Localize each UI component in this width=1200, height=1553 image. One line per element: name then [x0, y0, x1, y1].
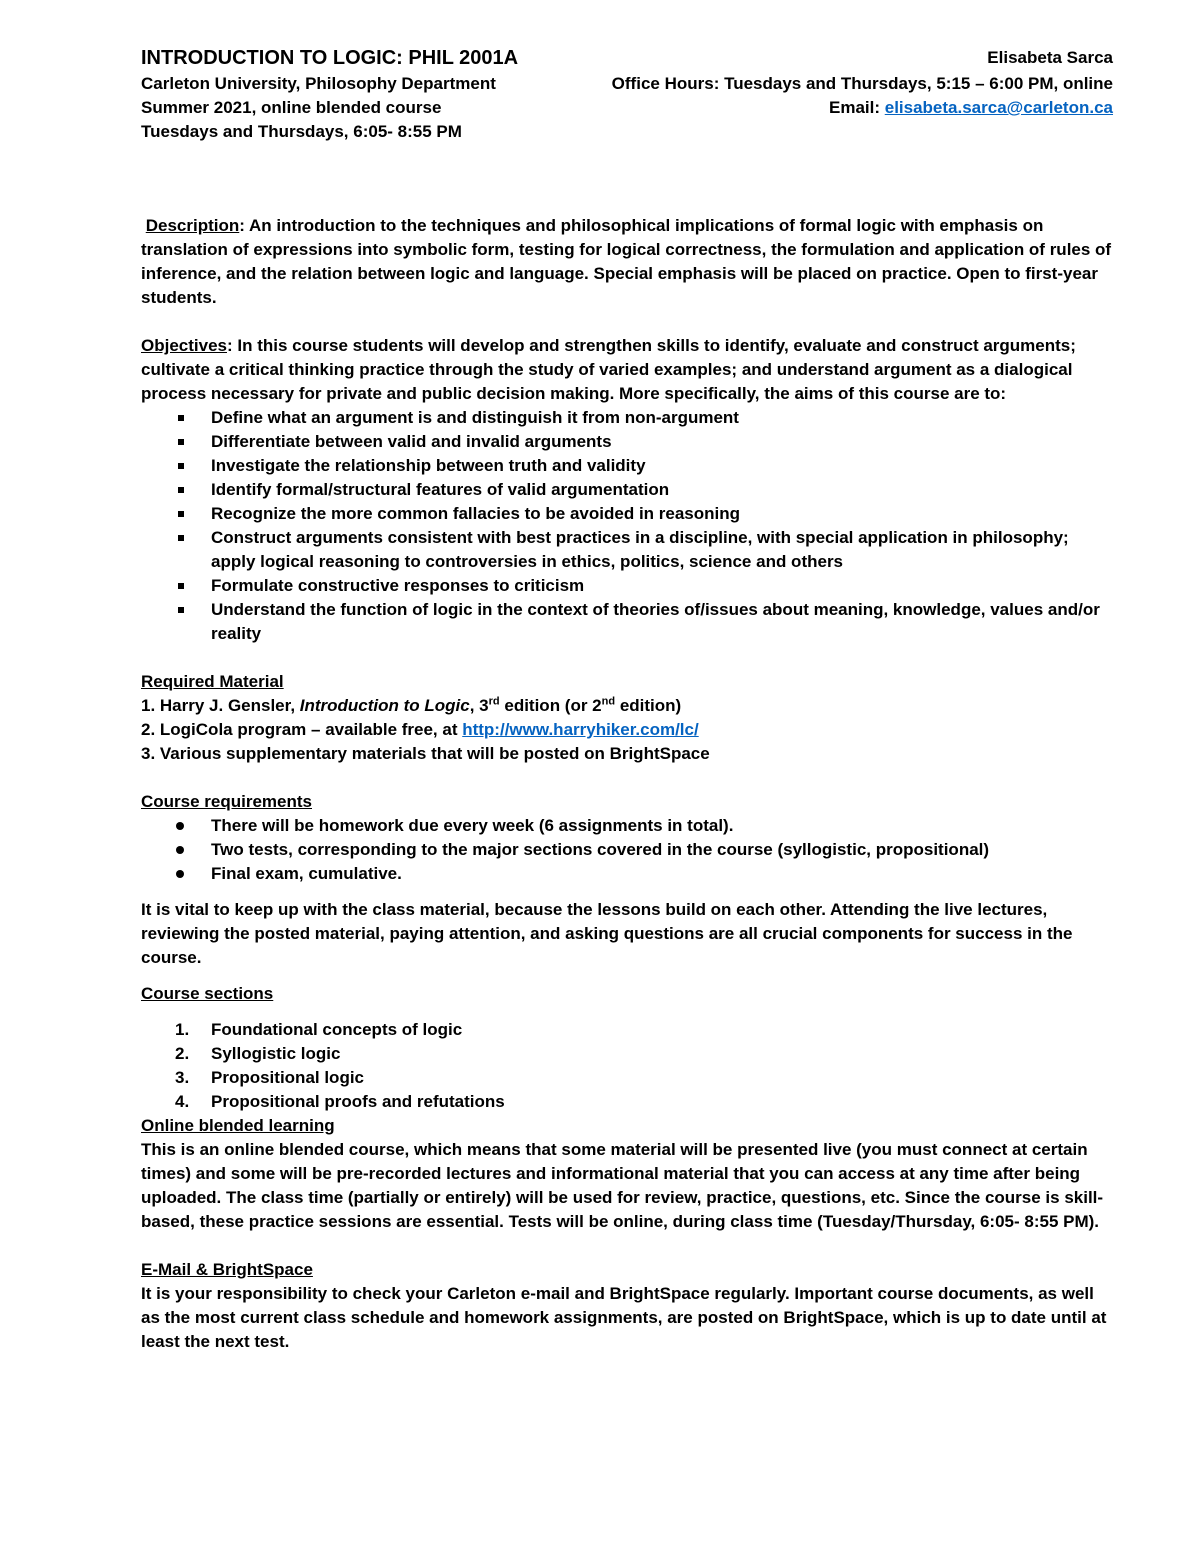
- list-item: Understand the function of logic in the context of theories of/issues about meaning, knowledge, values and/or reality: [141, 598, 1113, 646]
- email-brightspace-text: It is your responsibility to check your Carleton e-mail and BrightSpace regularly. Important course documents, as well as the most current class schedule and homework assignments, are posted on BrightSpace, which is up to date until at least the next test.: [141, 1284, 1107, 1351]
- list-item: 2. Syllogistic logic: [175, 1044, 341, 1063]
- list-item: 4. Propositional proofs and refutations: [175, 1092, 505, 1111]
- schedule-line: Tuesdays and Thursdays, 6:05- 8:55 PM: [141, 122, 462, 141]
- bullet-dot-icon: [176, 846, 184, 854]
- list-item: Construct arguments consistent with best practices in a discipline, with special application in philosophy; apply logical reasoning to controversies in ethics, politics, science and others: [141, 526, 1113, 574]
- objectives-list: [141, 406, 1113, 646]
- description-paragraph: [141, 214, 1113, 310]
- syllabus-page: [141, 44, 1113, 1354]
- logicola-link[interactable]: http://www.harryhiker.com/lc/: [462, 720, 699, 739]
- list-item: Formulate constructive responses to criticism: [141, 574, 1113, 598]
- university-line: Carleton University, Philosophy Department: [141, 74, 496, 93]
- course-title: INTRODUCTION TO LOGIC: PHIL 2001A: [141, 47, 519, 69]
- bullet-square-icon: [178, 439, 184, 445]
- bullet-square-icon: [178, 607, 184, 613]
- bullet-dot-icon: [176, 870, 184, 878]
- bullet-square-icon: [178, 511, 184, 517]
- requirements-note: It is vital to keep up with the class material, because the lessons build on each other. Attending the live lectures, reviewing the posted material, paying attention, and asking questions are all crucial components for success in the course.: [141, 900, 1073, 967]
- instructor-info: [612, 44, 1113, 120]
- course-sections-heading: Course sections: [141, 984, 274, 1003]
- textbook-title: Introduction to Logic: [299, 696, 470, 715]
- required-material-heading: Required Material: [141, 672, 284, 691]
- bullet-square-icon: [178, 463, 184, 469]
- course-requirements-heading: Course requirements: [141, 792, 312, 811]
- list-item: There will be homework due every week (6 assignments in total).: [141, 814, 1113, 838]
- requirements-list: [141, 814, 1113, 886]
- email-brightspace-heading: E-Mail & BrightSpace: [141, 1260, 313, 1279]
- list-item: Two tests, corresponding to the major sections covered in the course (syllogistic, propositional): [141, 838, 1113, 862]
- objectives-text: : In this course students will develop and strengthen skills to identify, evaluate and construct arguments; cultivate a critical thinking practice through the study of varied examples; and understand argument as a dialogical process necessary for private and public decision making. More specifically, the aims of this course are to:: [141, 336, 1076, 403]
- objectives-paragraph: [141, 334, 1113, 406]
- email-line: [612, 96, 1113, 120]
- bullet-square-icon: [178, 487, 184, 493]
- list-item: Recognize the more common fallacies to be avoided in reasoning: [141, 502, 1113, 526]
- list-item: 3. Propositional logic: [175, 1068, 365, 1087]
- list-item: Final exam, cumulative.: [141, 862, 1113, 886]
- office-hours: Office Hours: Tuesdays and Thursdays, 5:15 – 6:00 PM, online: [611, 74, 1113, 93]
- course-info: [141, 44, 518, 144]
- required-material-item-3: 3. Various supplementary materials that will be posted on BrightSpace: [141, 744, 710, 763]
- list-item: Define what an argument is and distinguish it from non-argument: [141, 406, 1113, 430]
- objectives-heading: Objectives: [141, 336, 227, 355]
- course-sections-list: [141, 1018, 1113, 1114]
- required-material-item-2: 2. LogiCola program – available free, at http://www.harryhiker.com/lc/: [141, 720, 699, 739]
- syllabus-header: [141, 44, 1113, 156]
- bullet-square-icon: [178, 535, 184, 541]
- email-label: Email:: [828, 98, 885, 117]
- list-item: Identify formal/structural features of valid argumentation: [141, 478, 1113, 502]
- online-learning-heading: Online blended learning: [141, 1116, 335, 1135]
- list-item: 1. Foundational concepts of logic: [175, 1020, 463, 1039]
- email-link[interactable]: elisabeta.sarca@carleton.ca: [884, 98, 1113, 117]
- bullet-square-icon: [178, 583, 184, 589]
- list-item: Investigate the relationship between truth and validity: [141, 454, 1113, 478]
- instructor-name: Elisabeta Sarca: [987, 48, 1113, 67]
- term-line: Summer 2021, online blended course: [141, 98, 442, 117]
- description-heading: Description: [145, 216, 240, 235]
- description-text: : An introduction to the techniques and philosophical implications of formal logic with emphasis on translation of expressions into symbolic form, testing for logical correctness, the formulation and application of rules of inference, and the relation between logic and language. Special emphasis will be placed on practice. Open to first-year students.: [141, 216, 1112, 307]
- bullet-dot-icon: [176, 822, 184, 830]
- bullet-square-icon: [178, 415, 184, 421]
- required-material-item-1: 1. Harry J. Gensler, Introduction to Logic, 3rd edition (or 2nd edition): [141, 695, 682, 715]
- list-item: Differentiate between valid and invalid arguments: [141, 430, 1113, 454]
- online-learning-text: This is an online blended course, which means that some material will be presented live (you must connect at certain times) and some will be pre-recorded lectures and informational material that you can access at any time after being uploaded. The class time (partially or entirely) will be used for review, practice, questions, etc. Since the course is skill-based, these practice sessions are essential. Tests will be online, during class time (Tuesday/Thursday, 6:05- 8:55 PM).: [141, 1140, 1104, 1231]
